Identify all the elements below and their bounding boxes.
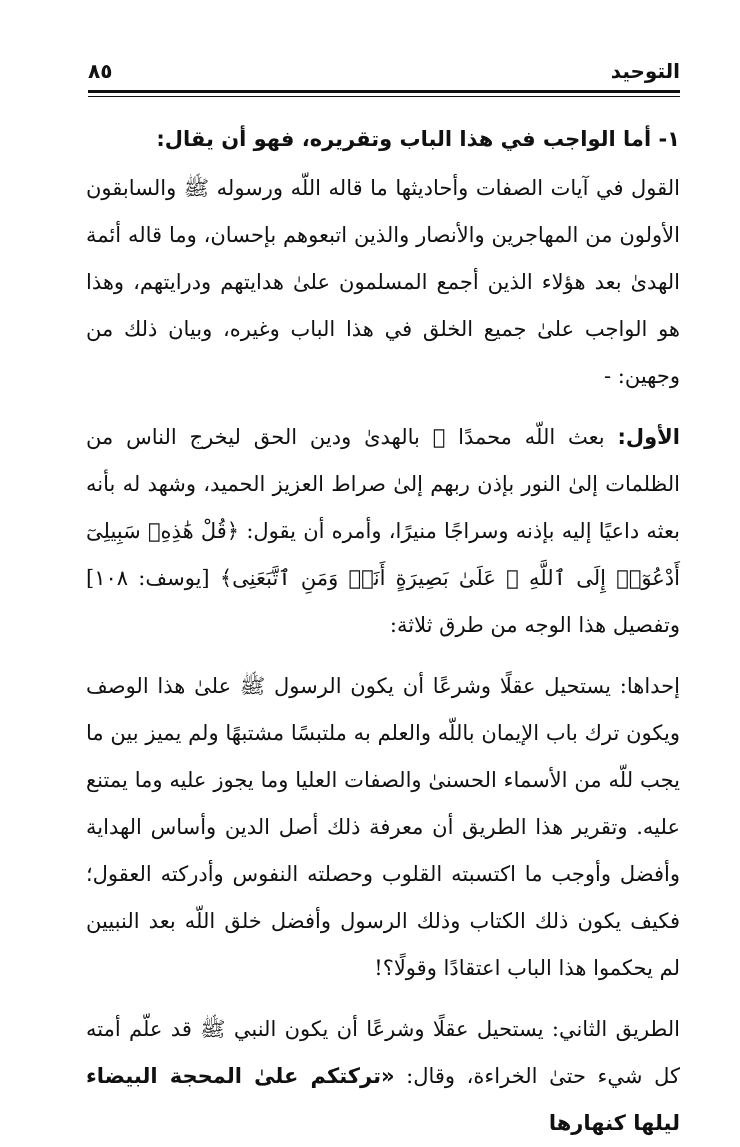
paragraph-4-body: الطريق الثاني: يستحيل عقلًا وشرعًا أن يكون النبي ﷺ قد علّم أمته كل شيء حتىٰ الخراءة، وقال: (86, 1017, 680, 1088)
page-header (88, 56, 680, 86)
running-title: التوحيد (610, 59, 680, 83)
paragraph-1: القول في آيات الصفات وأحاديثها ما قاله اللّه ورسوله ﷺ والسابقون الأولون من المهاجرين والأنصار والذين اتبعوهم بإحسان، وما قاله أئمة الهدىٰ بعد هؤلاء الذين أجمع المسلمون علىٰ هدايتهم ودرايتهم، وهذا هو الواجب علىٰ جميع الخلق في هذا الباب وغيره، وبيان ذلك من وجهين: - (86, 176, 681, 388)
paragraph-2-lead: الأول: (617, 425, 681, 449)
section-heading: ١- أما الواجب في هذا الباب وتقريره، فهو أن يقال: (156, 127, 680, 151)
hadith-quote: «تركتكم علىٰ المحجة البيضاء ليلها كنهارها (86, 1064, 680, 1135)
paragraph-3: إحداها: يستحيل عقلًا وشرعًا أن يكون الرسول ﷺ علىٰ هذا الوصف ويكون ترك باب الإيمان باللّه والعلم به ملتبسًا مشتبهًا ولم يميز بين ما يجب للّه من الأسماء الحسنىٰ والصفات العليا وما يجوز عليه وما يمتنع عليه. وتقرير هذا الطريق أن معرفة ذلك أصل الدين وأساس الهداية وأفضل وأوجب ما اكتسبته القلوب وحصلته النفوس وأدركته العقول؛ فكيف يكون ذلك الكتاب وذلك الرسول وأفضل خلق اللّه بعد النبيين لم يحكموا هذا الباب اعتقادًا وقولًا؟! (86, 674, 680, 980)
paragraph-4 (86, 1006, 680, 1147)
page-number: ٨٥ (88, 59, 113, 83)
paragraph-2 (86, 414, 680, 649)
page-body (86, 116, 680, 1147)
header-rule-thin (88, 96, 680, 97)
header-rule-thick (88, 90, 680, 93)
paragraph-2-body: بعث اللّه محمدًا ﷺ بالهدىٰ ودين الحق ليخرج الناس من الظلمات إلىٰ النور بإذن ربهم إلىٰ صراط العزيز الحميد، وشهد له بأنه بعثه داعيًا إليه بإذنه وسراجًا منيرًا، وأمره أن يقول: ﴿قُلْ هَٰذِهِۦ سَبِيلِىٓ أَدْعُوٓا۟ إِلَى ٱللَّهِ ۚ عَلَىٰ بَصِيرَةٍ أَنَا۠ وَمَنِ ٱتَّبَعَنِى﴾ [يوسف: ١٠٨] وتفصيل هذا الوجه من طرق ثلاثة: (86, 425, 680, 637)
